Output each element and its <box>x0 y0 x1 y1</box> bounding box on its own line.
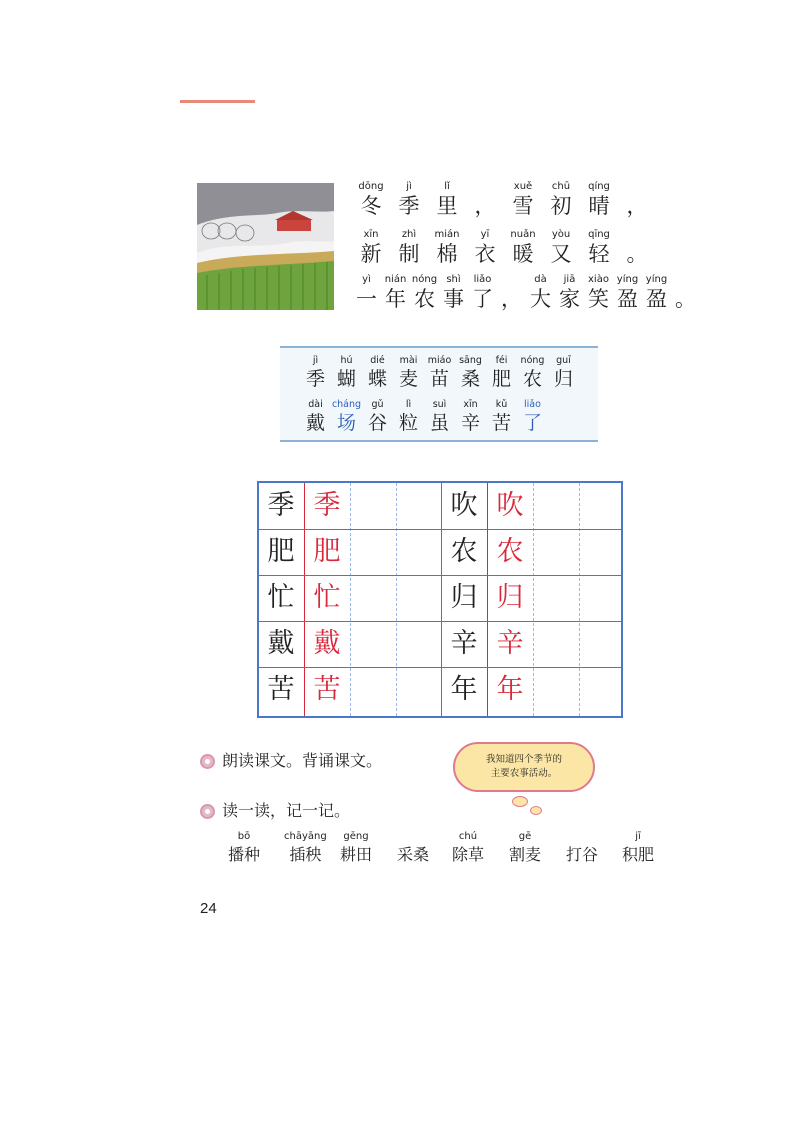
thought-bubble <box>453 742 595 792</box>
hanzi: ， <box>626 194 648 218</box>
model-character: 苦 <box>267 674 295 705</box>
farm-word <box>340 830 372 866</box>
hanzi: 又 <box>550 242 572 266</box>
pinyin: lì <box>405 399 412 410</box>
hanzi: 。 <box>626 242 648 266</box>
farm-word <box>452 830 484 866</box>
pinyin: hú <box>340 355 353 366</box>
hanzi: 场 <box>336 412 356 434</box>
trace-character: 戴 <box>313 628 341 659</box>
pinyin: qíng <box>588 181 610 192</box>
model-character: 农 <box>450 536 478 567</box>
hanzi: 轻 <box>588 242 610 266</box>
hanzi: 制 <box>398 242 420 266</box>
bubble-tail <box>512 796 528 807</box>
hanzi: ， <box>501 287 522 311</box>
pinyin: dié <box>370 355 385 366</box>
pinyin: bō <box>237 831 251 842</box>
hanzi: 了 <box>522 412 542 434</box>
hanzi: 晴 <box>588 194 610 218</box>
hanzi: 季 <box>398 194 420 218</box>
task-read-aloud: 朗读课文。背诵课文。 <box>222 751 383 770</box>
task-bullet-icon <box>200 754 215 769</box>
pinyin: jì <box>312 355 319 366</box>
trace-character: 辛 <box>496 628 524 659</box>
hanzi: 季 <box>305 368 325 390</box>
pinyin: shì <box>446 274 461 285</box>
farm-word <box>509 830 541 866</box>
pinyin: yì <box>362 274 371 285</box>
hanzi: 农 <box>414 287 435 311</box>
hanzi: 肥 <box>491 368 511 390</box>
hanzi: ， <box>474 194 496 218</box>
pinyin: yī <box>480 229 490 240</box>
hanzi: 家 <box>559 287 580 311</box>
hanzi: 桑 <box>460 368 480 390</box>
header-mark <box>180 100 255 103</box>
pinyin: mài <box>399 355 418 366</box>
hanzi: 蝴 <box>336 368 356 390</box>
pinyin: nián <box>384 274 407 285</box>
trace-character: 归 <box>496 582 524 613</box>
hanzi: 麦 <box>398 368 418 390</box>
hanzi: 戴 <box>305 412 325 434</box>
pinyin: dài <box>308 399 323 410</box>
pinyin: jiā <box>563 274 576 285</box>
trace-character: 年 <box>496 674 524 705</box>
trace-character: 吹 <box>496 490 524 521</box>
pinyin: chāyāng <box>284 831 327 842</box>
pinyin <box>671 273 700 286</box>
poem-line <box>352 228 656 267</box>
hanzi: 割麦 <box>509 845 542 864</box>
hanzi: 里 <box>436 194 458 218</box>
hanzi: 谷 <box>367 412 387 434</box>
pinyin: qīng <box>588 229 610 240</box>
pinyin <box>618 228 656 241</box>
model-character: 肥 <box>267 536 295 567</box>
hanzi: 盈 <box>646 287 667 311</box>
model-character: 辛 <box>450 628 478 659</box>
pinyin: chū <box>551 181 571 192</box>
model-character: 吹 <box>450 490 478 521</box>
pinyin: lǐ <box>444 181 450 192</box>
hanzi: 笑 <box>588 287 609 311</box>
hanzi: 采桑 <box>397 845 430 864</box>
word-row <box>300 398 548 435</box>
pinyin: yíng <box>645 274 668 285</box>
pinyin: guī <box>556 355 571 366</box>
pinyin: nóng <box>411 274 438 285</box>
hanzi: 虽 <box>429 412 449 434</box>
pinyin: dōng <box>358 181 384 192</box>
new-words-box <box>280 346 598 442</box>
pinyin: liǎo <box>524 399 541 410</box>
pinyin: yòu <box>551 229 571 240</box>
pinyin: xīn <box>363 229 379 240</box>
pinyin: kǔ <box>495 399 508 410</box>
pinyin: miáo <box>427 355 452 366</box>
farm-word <box>228 830 260 866</box>
farm-word <box>622 830 654 866</box>
trace-character: 苦 <box>313 674 341 705</box>
bubble-text-line2: 主要农事活动。 <box>490 768 558 779</box>
hanzi: 除草 <box>452 845 485 864</box>
page-number: 24 <box>200 900 217 917</box>
poem-line <box>352 180 656 219</box>
hanzi: 冬 <box>360 194 382 218</box>
hanzi: 盈 <box>617 287 638 311</box>
hanzi: 初 <box>550 194 572 218</box>
hanzi: 插秧 <box>289 845 322 864</box>
hanzi: 雪 <box>512 194 534 218</box>
pinyin: féi <box>495 355 508 366</box>
model-character: 年 <box>450 674 478 705</box>
hanzi: 积肥 <box>622 845 655 864</box>
poem-line <box>352 273 700 312</box>
pinyin: xiào <box>588 274 609 285</box>
pinyin: nuǎn <box>510 229 536 240</box>
hanzi: 耕田 <box>340 845 373 864</box>
bubble-tail <box>530 806 542 815</box>
pinyin <box>497 273 526 286</box>
pinyin: liǎo <box>473 274 492 285</box>
model-character: 季 <box>267 490 295 521</box>
winter-landscape-illustration <box>197 183 334 310</box>
pinyin: yíng <box>616 274 639 285</box>
farm-word <box>284 830 327 866</box>
pinyin: gē <box>518 831 532 842</box>
farm-word <box>566 830 598 866</box>
pinyin: nóng <box>520 355 545 366</box>
pinyin: jì <box>406 181 412 192</box>
pinyin: gēng <box>343 831 369 842</box>
hanzi: 苗 <box>429 368 449 390</box>
hanzi: 播种 <box>228 845 261 864</box>
pinyin: chú <box>458 831 478 842</box>
model-character: 归 <box>450 582 478 613</box>
task-bullet-icon <box>200 804 215 819</box>
pinyin <box>466 180 504 193</box>
hanzi: 苦 <box>491 412 511 434</box>
hanzi: 打谷 <box>566 845 599 864</box>
pinyin: suì <box>432 399 447 410</box>
hanzi: 辛 <box>460 412 480 434</box>
hanzi: 了 <box>472 287 493 311</box>
trace-character: 季 <box>313 490 341 521</box>
hanzi: 农 <box>522 368 542 390</box>
pinyin: xīn <box>463 399 478 410</box>
hanzi: 棉 <box>436 242 458 266</box>
pinyin: cháng <box>331 399 362 410</box>
bubble-text-line1: 我知道四个季节的 <box>485 754 562 765</box>
trace-character: 忙 <box>313 582 341 613</box>
hanzi: 衣 <box>474 242 496 266</box>
word-row <box>300 354 579 391</box>
task-read-remember: 读一读，记一记。 <box>222 801 351 820</box>
hanzi: 一 <box>356 287 377 311</box>
pinyin: xuě <box>513 181 533 192</box>
hanzi: 暖 <box>512 242 534 266</box>
hanzi: 。 <box>675 287 696 311</box>
farm-word <box>397 830 429 866</box>
hanzi: 粒 <box>398 412 418 434</box>
model-character: 忙 <box>267 582 295 613</box>
pinyin: zhì <box>401 229 417 240</box>
hanzi: 大 <box>530 287 551 311</box>
trace-character: 肥 <box>313 536 341 567</box>
hanzi: 归 <box>553 368 573 390</box>
pinyin: dà <box>534 274 547 285</box>
pinyin: gǔ <box>371 399 384 410</box>
pinyin: jī <box>635 831 641 842</box>
writing-grid <box>257 481 623 718</box>
model-character: 戴 <box>267 628 295 659</box>
trace-character: 农 <box>496 536 524 567</box>
hanzi: 年 <box>385 287 406 311</box>
hanzi: 新 <box>360 242 382 266</box>
pinyin <box>618 180 656 193</box>
pinyin: sāng <box>459 355 482 366</box>
hanzi: 蝶 <box>367 368 387 390</box>
hanzi: 事 <box>443 287 464 311</box>
pinyin: mián <box>434 229 460 240</box>
